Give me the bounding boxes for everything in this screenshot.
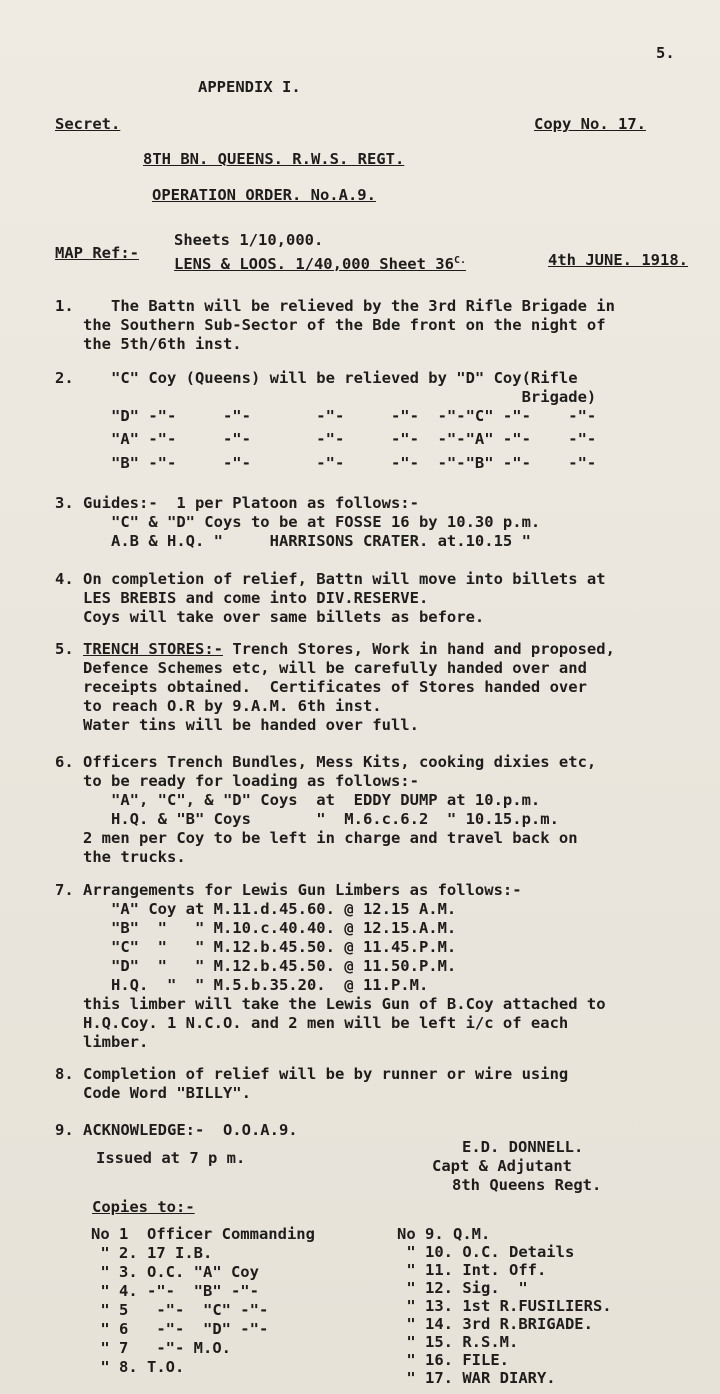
text-line: this limber will take the Lewis Gun of B.Coy attached to (55, 995, 606, 1013)
text-line: "B" " " M.10.c.40.40. @ 12.15.A.M. (55, 919, 457, 937)
unit-heading: 8TH BN. QUEENS. R.W.S. REGT. (143, 150, 405, 168)
map-ref-lens-loos-text: LENS & LOOS. 1/40,000 Sheet 36 (174, 255, 454, 274)
paragraph-9: 9. ACKNOWLEDGE:- O.O.A.9. (55, 1121, 298, 1139)
list-item: " 6 -"- "D" -"- (91, 1320, 269, 1338)
issued-time: Issued at 7 p m. (96, 1149, 246, 1167)
map-ref-lens-loos (174, 251, 466, 274)
order-title: OPERATION ORDER. No.A.9. (152, 186, 376, 204)
text-line: 4. On completion of relief, Battn will move into billets at (55, 570, 606, 588)
text-line: "D" -"- -"- -"- -"- -"-"C" -"- -"- (55, 407, 597, 425)
list-item: " 12. Sig. " (397, 1279, 528, 1297)
page-number: 5. (656, 44, 675, 62)
text-line: "C" " " M.12.b.45.50. @ 11.45.P.M. (55, 938, 457, 956)
list-item: " 17. WAR DIARY. (397, 1369, 556, 1387)
text-line: to reach O.R by 9.A.M. 6th inst. (55, 697, 382, 715)
para5-first-line: Trench Stores, Work in hand and proposed, (222, 640, 615, 658)
list-item: " 2. 17 I.B. (91, 1244, 213, 1262)
trench-stores-heading: TRENCH STORES:- (83, 640, 223, 658)
secret-label: Secret. (55, 115, 121, 133)
text-line: "A" Coy at M.11.d.45.60. @ 12.15 A.M. (55, 900, 457, 918)
text-line (55, 640, 615, 659)
text-line: Brigade) (55, 388, 597, 406)
text-line: 2. "C" Coy (Queens) will be relieved by "D" Coy(Rifle (55, 369, 578, 387)
list-item: " 13. 1st R.FUSILIERS. (397, 1297, 612, 1315)
text-line: 1. The Battn will be relieved by the 3rd Rifle Brigade in (55, 297, 615, 315)
text-line: H.Q.Coy. 1 N.C.O. and 2 men will be left i/c of each (55, 1014, 569, 1032)
signatory-rank: Capt & Adjutant (432, 1157, 572, 1175)
text-line: 7. Arrangements for Lewis Gun Limbers as follows:- (55, 881, 522, 899)
list-item: No 9. Q.M. (397, 1225, 491, 1243)
text-line: 8. Completion of relief will be by runner or wire using (55, 1065, 569, 1083)
map-ref-label: MAP Ref:- (55, 244, 139, 262)
list-item: " 3. O.C. "A" Coy (91, 1263, 259, 1281)
text-line: A.B & H.Q. " HARRISONS CRATER. at.10.15 " (55, 532, 531, 550)
list-item: " 16. FILE. (397, 1351, 509, 1369)
signatory-name: E.D. DONNELL. (462, 1138, 584, 1156)
list-item: " 10. O.C. Details (397, 1243, 575, 1261)
map-ref-superscript: C. (453, 255, 467, 266)
text-line: LES BREBIS and come into DIV.RESERVE. (55, 589, 429, 607)
list-item: " 15. R.S.M. (397, 1333, 519, 1351)
list-item: No 1 Officer Commanding (91, 1225, 315, 1243)
list-item: " 8. T.O. (91, 1358, 185, 1376)
text-line: "B" -"- -"- -"- -"- -"-"B" -"- -"- (55, 454, 597, 472)
text-line: "D" " " M.12.b.45.50. @ 11.50.P.M. (55, 957, 457, 975)
para5-number: 5. (55, 640, 83, 658)
list-item: " 7 -"- M.O. (91, 1339, 231, 1357)
text-line: limber. (55, 1033, 149, 1051)
text-line: Code Word "BILLY". (55, 1084, 251, 1102)
text-line: "A" -"- -"- -"- -"- -"-"A" -"- -"- (55, 430, 597, 448)
list-item: " 11. Int. Off. (397, 1261, 547, 1279)
text-line: "A", "C", & "D" Coys at EDDY DUMP at 10.p.m. (55, 791, 541, 809)
list-item: " 14. 3rd R.BRIGADE. (397, 1315, 593, 1333)
text-line: to be ready for loading as follows:- (55, 772, 419, 790)
text-line: the trucks. (55, 848, 186, 866)
text-line: Coys will take over same billets as before. (55, 608, 485, 626)
copies-heading: Copies to:- (92, 1198, 195, 1216)
list-item: " 5 -"- "C" -"- (91, 1301, 269, 1319)
signatory-unit: 8th Queens Regt. (452, 1176, 602, 1194)
text-line: the 5th/6th inst. (55, 335, 242, 353)
text-line: Water tins will be handed over full. (55, 716, 419, 734)
text-line: Defence Schemes etc, will be carefully handed over and (55, 659, 587, 677)
text-line: H.Q. & "B" Coys " M.6.c.6.2 " 10.15.p.m. (55, 810, 559, 828)
order-date: 4th JUNE. 1918. (548, 251, 688, 269)
text-line: receipts obtained. Certificates of Stores handed over (55, 678, 587, 696)
appendix-heading: APPENDIX I. (198, 78, 301, 96)
text-line: "C" & "D" Coys to be at FOSSE 16 by 10.30 p.m. (55, 513, 541, 531)
copy-number: Copy No. 17. (534, 115, 646, 133)
text-line: 2 men per Coy to be left in charge and travel back on (55, 829, 578, 847)
text-line: 6. Officers Trench Bundles, Mess Kits, cooking dixies etc, (55, 753, 597, 771)
text-line: H.Q. " " M.5.b.35.20. @ 11.P.M. (55, 976, 429, 994)
text-line: 3. Guides:- 1 per Platoon as follows:- (55, 494, 419, 512)
map-ref-sheets: Sheets 1/10,000. (174, 231, 324, 249)
text-line: the Southern Sub-Sector of the Bde front on the night of (55, 316, 606, 334)
list-item: " 4. -"- "B" -"- (91, 1282, 259, 1300)
